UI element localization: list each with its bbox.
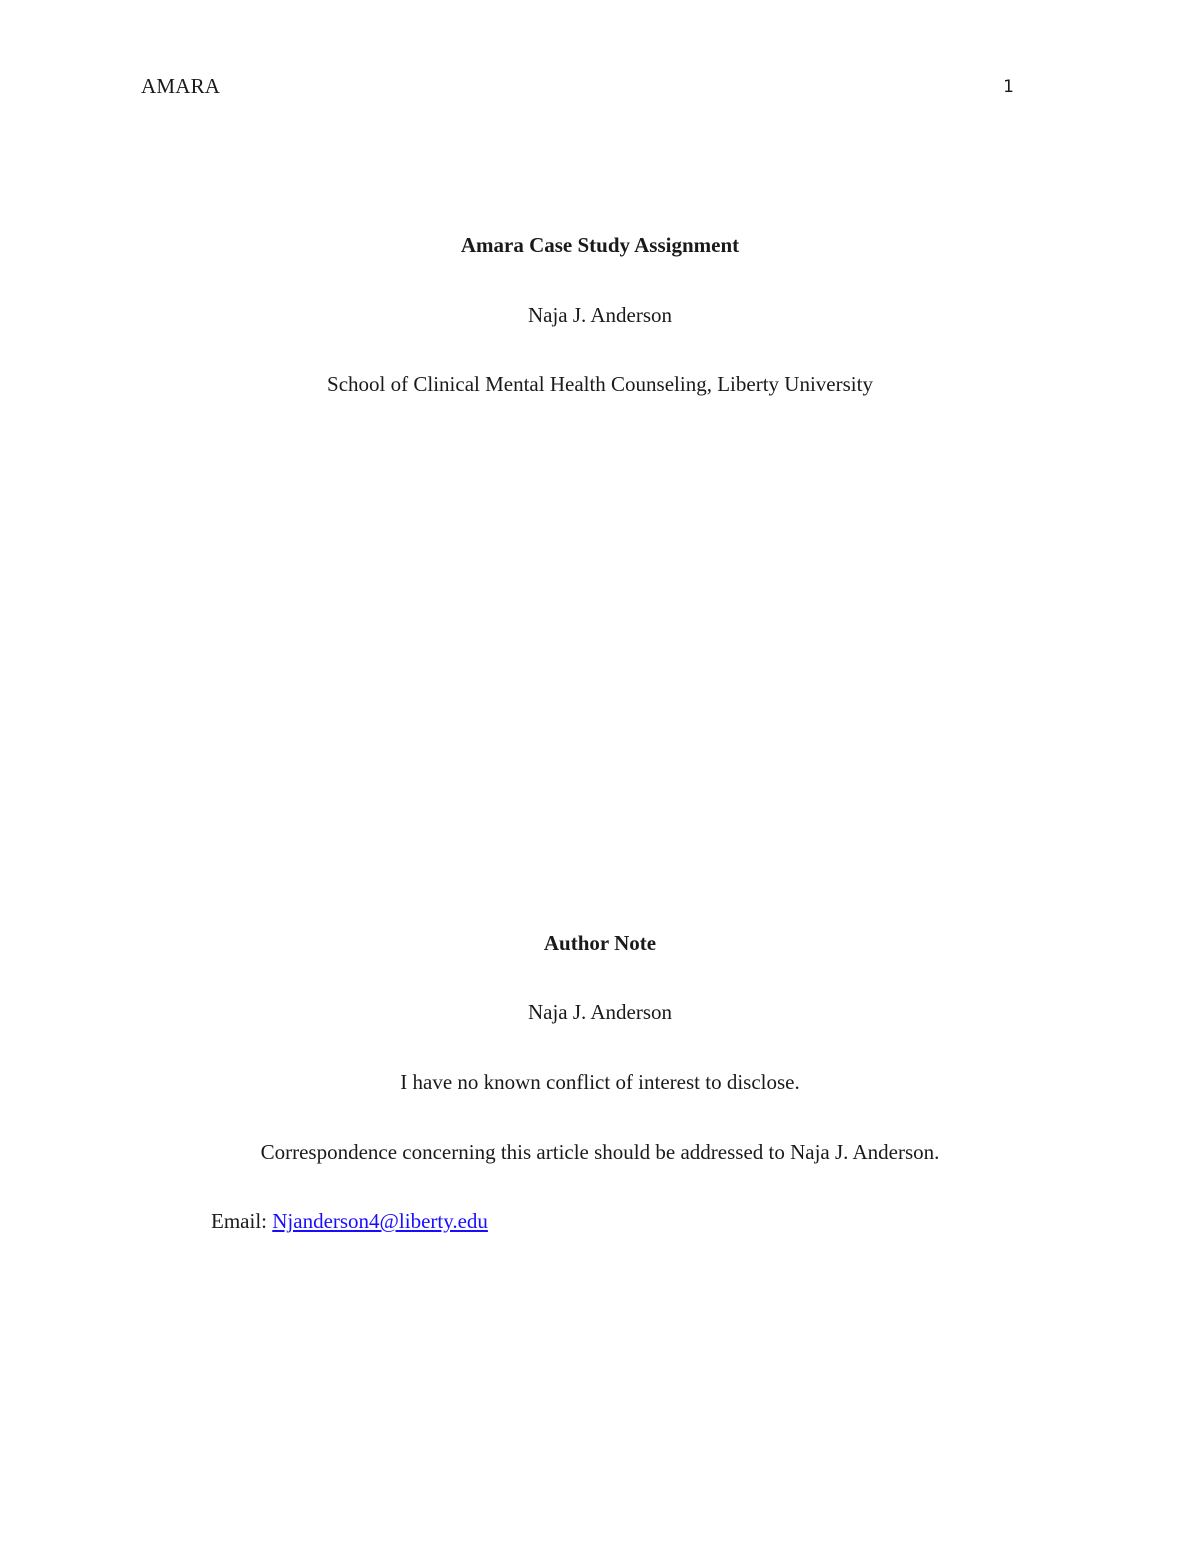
author-affiliation: School of Clinical Mental Health Counseling, Liberty University (327, 372, 873, 396)
author-note-name: Naja J. Anderson (527, 1000, 673, 1024)
page-number: 1 (1003, 77, 1014, 97)
paper-title: Amara Case Study Assignment (460, 233, 740, 257)
running-head: AMARA (141, 74, 221, 98)
email-line (211, 1209, 488, 1234)
author-note-heading: Author Note (543, 931, 657, 955)
correspondence-statement: Correspondence concerning this article should be addressed to Naja J. Anderson. (260, 1140, 940, 1164)
email-link[interactable]: Njanderson4@liberty.edu (272, 1209, 488, 1233)
author-name: Naja J. Anderson (527, 303, 673, 327)
conflict-statement: I have no known conflict of interest to disclose. (400, 1070, 800, 1094)
email-label: Email: (211, 1209, 273, 1233)
